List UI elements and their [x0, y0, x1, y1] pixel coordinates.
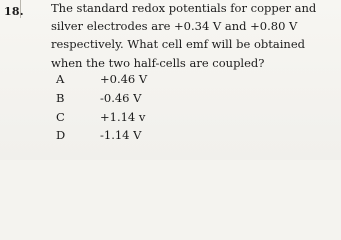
question-number: 18. — [4, 5, 24, 18]
option-a-letter: A — [56, 72, 65, 86]
question-text-line-4: when the two half-cells are coupled? — [51, 56, 265, 70]
option-c-value: +1.14 v — [100, 110, 146, 124]
question-text-line-3: respectively. What cell emf will be obtained — [51, 37, 305, 51]
option-d-value: -1.14 V — [100, 128, 142, 142]
option-d-letter: D — [56, 128, 66, 142]
question-text-line-1: The standard redox potentials for copper and — [51, 1, 317, 15]
option-b-value: -0.46 V — [100, 91, 142, 105]
option-b-letter: B — [56, 91, 65, 105]
option-a-value: +0.46 V — [100, 72, 148, 86]
question-text-line-2: silver electrodes are +0.34 V and +0.80 V — [51, 19, 298, 33]
option-c-letter: C — [56, 110, 65, 124]
